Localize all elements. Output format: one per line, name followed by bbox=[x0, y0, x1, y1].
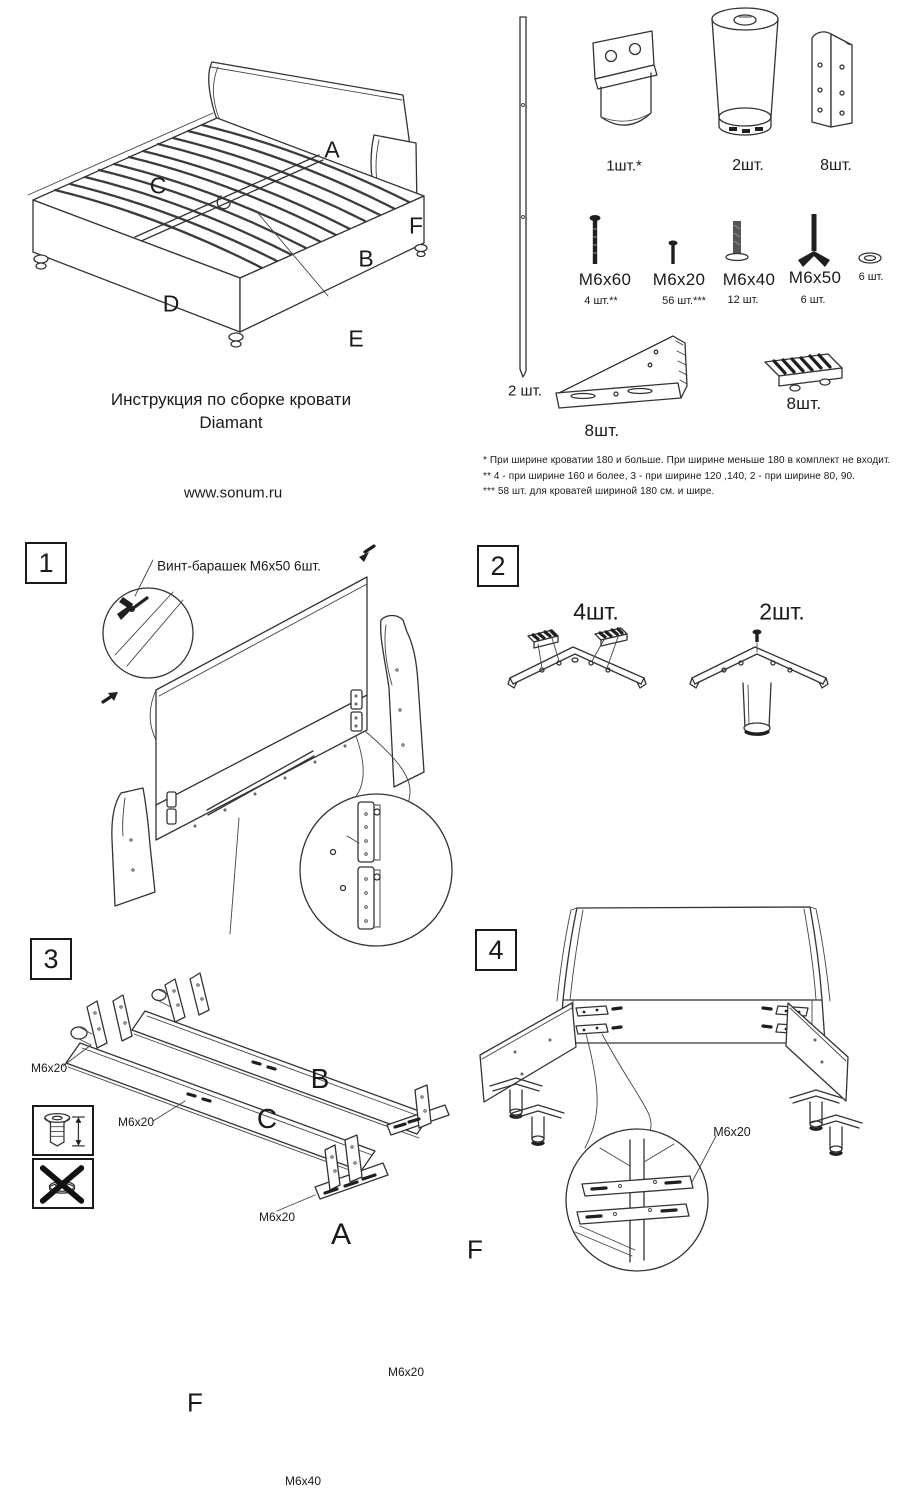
step1-wing-screw-label: Винт-барашек М6х50 6шт. bbox=[157, 558, 321, 574]
step2-diagram bbox=[480, 590, 900, 755]
headboard-leg-qty-label: 1шт.* bbox=[606, 157, 642, 175]
step3-number: 3 bbox=[30, 938, 72, 980]
step3-label-c: C bbox=[256, 1103, 278, 1134]
bolt-m6x20-icon bbox=[669, 241, 678, 265]
side-rail-qty-label: 2 шт. bbox=[508, 382, 542, 400]
overview-label-b: B bbox=[358, 245, 374, 272]
crossed-out-screw-icon bbox=[36, 1162, 90, 1205]
screw-m6x40-label: M6x40 bbox=[722, 270, 776, 289]
washer-icon bbox=[859, 253, 881, 263]
step2-qty-left-label: 4шт. bbox=[573, 598, 619, 625]
stud-m6x40-icon bbox=[726, 221, 748, 261]
page-title-line2: Diamant bbox=[199, 413, 263, 432]
screw-m6x60-qty: 4 шт.** bbox=[584, 295, 618, 307]
corner-plate-qty-label: 8шт. bbox=[584, 421, 620, 440]
side-panel-f-left-drawing bbox=[112, 788, 155, 906]
rail-b-left-end bbox=[152, 973, 209, 1022]
footnote-3: *** 58 шт. для кроватей шириной 180 см. и шире. bbox=[483, 486, 715, 497]
bolt-m6x60-icon bbox=[590, 215, 601, 264]
screw-depth-icon bbox=[36, 1109, 90, 1152]
overview-label-d: D bbox=[162, 290, 180, 317]
overview-label-c: C bbox=[149, 172, 167, 199]
step1-m6x20-label: M6x20 bbox=[387, 1365, 425, 1379]
page-title bbox=[56, 388, 406, 434]
leg-plate-with-cylinder-drawing bbox=[690, 630, 828, 735]
footnote-1: * При ширине кроватии 180 и больше. При ширине меньше 180 в комплект не входит. bbox=[483, 455, 891, 466]
screw-depth-warning-box bbox=[32, 1105, 94, 1156]
corner-bracket-qty-label: 8шт. bbox=[820, 157, 852, 174]
step4-number: 4 bbox=[475, 929, 517, 971]
step3-m6x20-label-2: M6x20 bbox=[117, 1115, 155, 1129]
step3-m6x20-label-1: M6x20 bbox=[30, 1061, 68, 1075]
headboard-leg-part bbox=[593, 31, 657, 125]
overview-label-a: A bbox=[324, 136, 340, 163]
footnotes bbox=[483, 453, 899, 500]
side-panel-f-right-drawing bbox=[381, 616, 424, 788]
cylinder-leg-qty-label: 2шт. bbox=[732, 157, 764, 174]
step1-number: 1 bbox=[25, 542, 67, 584]
cylinder-leg-part bbox=[712, 8, 778, 135]
no-overtighten-warning-box bbox=[32, 1158, 94, 1209]
page-title-line1: Инструкция по сборке кровати bbox=[110, 390, 352, 409]
screw-m6x50-qty: 6 шт. bbox=[800, 294, 826, 306]
step4-m6x20-label: M6x20 bbox=[713, 1125, 751, 1139]
step2-number: 2 bbox=[477, 545, 519, 587]
step3-label-b: B bbox=[310, 1063, 330, 1094]
screw-m6x20-label: M6x20 bbox=[652, 270, 706, 289]
bracket-zoom-circle bbox=[300, 731, 452, 946]
slat-holder-qty-label: 8шт. bbox=[786, 394, 822, 413]
overview-label-f: F bbox=[408, 212, 424, 239]
screw-m6x40-qty: 12 шт. bbox=[727, 294, 759, 306]
m6x40-pointer bbox=[230, 818, 239, 934]
corner-bracket-part bbox=[812, 32, 852, 127]
step1-label-f-left: F bbox=[187, 1387, 203, 1418]
step1-diagram bbox=[75, 540, 465, 970]
slat-holder-part bbox=[765, 354, 842, 391]
wing-screw-m6x50-icon bbox=[798, 214, 830, 267]
footnote-2: ** 4 - при ширине 160 и более, 3 - при ширине 120 ,140, 2 - при ширине 80, 90. bbox=[483, 470, 856, 482]
step1-label-a: A bbox=[330, 1218, 352, 1251]
washer-qty-label: 6 шт. bbox=[858, 271, 884, 283]
step1-m6x40-label: M6x40 bbox=[284, 1474, 322, 1488]
bracket-zoom-circle bbox=[566, 1034, 708, 1271]
screw-m6x60-label: M6x60 bbox=[578, 270, 632, 289]
parts-list-drawing bbox=[480, 5, 900, 445]
leg-plate-with-pads-drawing bbox=[508, 628, 646, 688]
rail-c-left-end bbox=[71, 995, 132, 1048]
step4-diagram bbox=[460, 900, 900, 1280]
corner-plate-part bbox=[556, 336, 687, 408]
overview-label-e: E bbox=[348, 325, 364, 352]
side-rail-part bbox=[520, 17, 526, 377]
m6x20-pointer-3 bbox=[277, 1195, 315, 1211]
step3-m6x20-label-3: M6x20 bbox=[258, 1210, 296, 1224]
website-link: www.sonum.ru bbox=[183, 484, 283, 502]
step2-qty-right-label: 2шт. bbox=[759, 598, 805, 625]
screw-m6x20-qty: 56 шт.*** bbox=[662, 295, 706, 307]
screw-m6x50-label: M6x50 bbox=[788, 268, 842, 287]
bed-overview-drawing bbox=[25, 40, 455, 340]
wing-screw-zoom-circle bbox=[103, 560, 193, 678]
step1-label-f-right: F bbox=[467, 1234, 483, 1265]
